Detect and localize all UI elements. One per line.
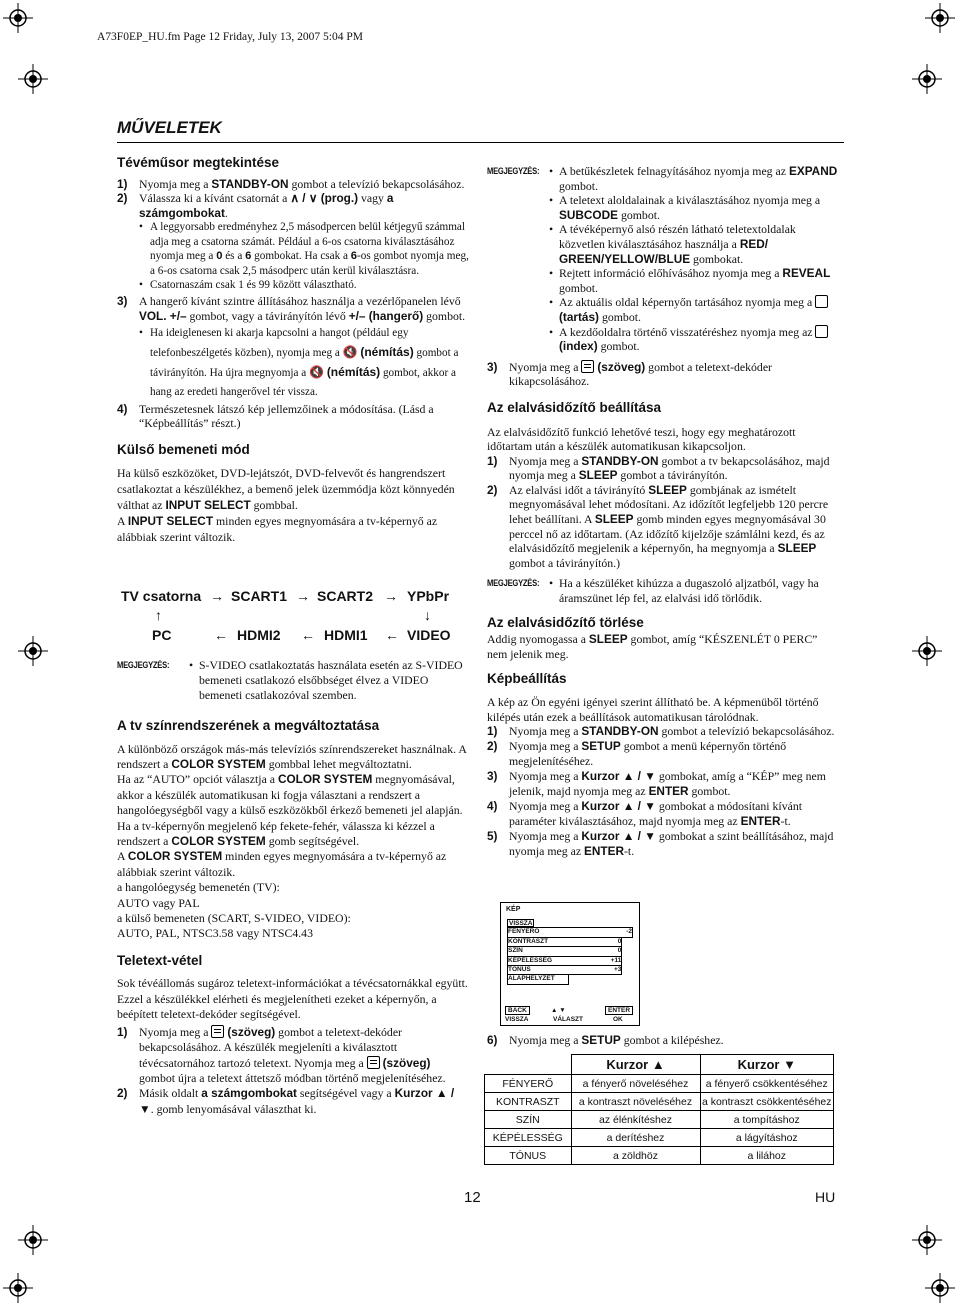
section-title: Az elalvásidőzítő törlése (487, 614, 644, 630)
flow-tv: TV csatorna (121, 588, 202, 604)
section-title: Tévéműsor megtekintése (117, 155, 280, 170)
flow-arrow-up-icon: ↑ (155, 607, 162, 623)
section-title: Az elalvásidőzítő beállítása (487, 399, 662, 415)
flow-pc: PC (152, 627, 172, 643)
hold-icon (815, 295, 828, 308)
table-header: Kurzor ▲ (571, 1055, 700, 1075)
flow-ypbpr: YPbPr (407, 588, 450, 604)
enter-key: ENTER (605, 1006, 633, 1015)
mute-icon: 🔇 (309, 364, 325, 379)
cursor-function-table (484, 1054, 834, 1165)
table-row: FÉNYERŐ a fényerő növeléséhez a fényerő csökkentéséhez (485, 1075, 834, 1093)
picture-menu-screen (500, 902, 640, 1026)
registration-mark-icon (925, 1273, 955, 1303)
registration-mark-icon (3, 1273, 33, 1303)
page-number: 12 (464, 1189, 481, 1206)
left-column-lower: MEGJEGYZÉS: • S-VIDEO csatlakoztatás használata esetén az S-VIDEO bemeneti csatlakozó elsőbbséget élvez a VIDEO bemeneti csatlakozóval szemben. A tv színrendszerének a megváltoztatása A különböző országok más-más televíziós színrendszereket használnak. A rendszert a COLOR SYSTEM gombbal lehet megváltoztatni. Ha az “AUTO” opciót választja a COLOR SYSTEM megnyomásával, akkor a készülék automatikusan ki fogja választani a rendszert a hangolóegységből vagy a külső eszközökből érkező bemeneti jel alapján. Ha a tv-képernyőn megjelenő kép fekete-fehér, válassza ki kézzel a rendszert a COLOR SYSTEM gomb segítségével. A COLOR SYSTEM minden egyes megnyomására a tv-képernyő az alábbiak szerint változik. a hangolóegység bemenetén (TV): AUTO vagy PAL a külső bemeneten (SCART, S-VIDEO, VIDEO): AUTO, PAL, NTSC3.58 vagy NTSC4.43 Teletext-vétel Sok tévéállomás sugároz teletext-információkat a tévécsatornákkal együtt. Ezzel a készülékkel elérheti és megjelenítheti ezeket a képernyőn, a beépített teletext-dekóder segítségével. 1) Nyomja meg a (szöveg) gombot a teletext-dekóder bekapcsolásához. A készülék megjeleníti a kiválasztott tévécsatornához tartozó teletext. Nyomja meg a (szöveg) gombot újra a teletext áttetsző módban történő megjelenítéséhez. 2) Másik oldalt a számgombokat segítségével vagy a Kurzor ▲ / ▼. gomb lenyomásával választhat ki. (117, 658, 469, 1117)
section-title: Képbeállítás (487, 671, 567, 687)
flow-arrow-down-icon: ↓ (424, 607, 431, 623)
registration-mark-icon (912, 1225, 942, 1255)
language-code: HU (815, 1189, 836, 1205)
text-icon (211, 1025, 224, 1038)
select-hint: VÁLASZT (553, 1016, 583, 1023)
flow-arrow-icon: → (296, 588, 310, 604)
back-key: BACK (505, 1006, 530, 1015)
table-row: TÓNUS a zöldhöz a lilához (485, 1147, 834, 1165)
menu-title: KÉP (506, 906, 521, 913)
flow-arrow-icon: ← (301, 627, 315, 643)
file-header: A73F0EP_HU.fm Page 12 Friday, July 13, 2007 5:04 PM (97, 31, 363, 43)
right-column: MEGJEGYZÉS: • A betűkészletek felnagyításához nyomja meg az EXPAND gombot. • A teletext aloldalainak a kiválasztásához nyomja meg a SUBCODE gombot. • A tévéképernyő alsó részén látható teletextoldalak közvetlen kiválasztásához használja a RED/ GREEN/YELLOW/BLUE gombokat. • Rejtett információ előhívásához nyomja meg a REVEAL gombot. • Az aktuális oldal képernyőn tartásához nyomja meg a (tartás) gombot. • A kezdőoldalra történő visszatéréshez nyomja meg az (index) gombot. 3) Nyomja meg a (szöveg) gombot a teletext-dekóder kikapcsolásához. Az elalvásidőzítő beállítása Az elalvásidőzítő funkció lehetővé teszi, hogy egy meghatározott időtartam után a készülék automatikusan kikapcsoljon. 1) Nyomja meg a STANDBY-ON gombot a tv bekapcsolásához, majd nyomja meg a SLEEP gombot a távirányítón. 2) Az elalvási időt a távirányító SLEEP gombjának az ismételt megnyomásával lehet módosítani. Az időzítőt legfeljebb 120 percre lehet beállítani. A SLEEP gomb minden egyes megnyomásával 30 perccel nő az időtartam. (Az időzítő kijelzője számlálni kezd, és az elalvásidőzítő megjelenik a képernyőn, ha megnyomja a SLEEP gombot a távirányítón.) MEGJEGYZÉS: • Ha a készüléket kihúzza a dugaszoló aljzatból, vagy ha áramszünet lép fel, az elalvási idő törlődik. Az elalvásidőzítő törlése Addig nyomogassa a SLEEP gombot, amíg “KÉSZENLÉT 0 PERC” nem jelenik meg. Képbeállítás A kép az Ön egyéni igényei szerint állítható be. A képmenüből történő kilépés után ezek a beállítások automatikusan tárolódnak. 1) Nyomja meg a STANDBY-ON gombot a televízió bekapcsolásához. 2) Nyomja meg a SETUP gombot a menü képernyőn történő megjelenítéséhez. 3) Nyomja meg a Kurzor ▲ / ▼ gombokat, amíg a “KÉP” meg nem jelenik, majd nyomja meg az ENTER gombot. 4) Nyomja meg a Kurzor ▲ / ▼ gombokat a módosítani kívánt paraméter kiválasztásához, majd nyomja meg az ENTER-t. 5) Nyomja meg a Kurzor ▲ / ▼ gombokat a szint beállításához, majd nyomja meg az ENTER-t. (487, 164, 840, 859)
flow-hdmi2: HDMI2 (237, 627, 281, 643)
text-icon (581, 360, 594, 373)
registration-mark-icon (18, 1225, 48, 1255)
section-title: Külső bemeneti mód (117, 441, 250, 457)
flow-scart1: SCART1 (231, 588, 288, 604)
select-arrows-icon: ▲ ▼ (551, 1007, 566, 1014)
note-label: MEGJEGYZÉS: (487, 578, 540, 590)
registration-mark-icon (912, 636, 942, 666)
flow-hdmi1: HDMI1 (324, 627, 368, 643)
table-header: Kurzor ▼ (700, 1055, 834, 1075)
flow-arrow-icon: ← (214, 627, 228, 643)
menu-list: VISSZA FÉNYERŐ -2 KONTRASZT 0 SZÍN 0 KÉPÉLESSÉG +11 TÓNUS +3 ALAPHELYZET (507, 919, 633, 985)
flow-video: VIDEO (407, 627, 451, 643)
text-icon (367, 1056, 380, 1069)
note-label: MEGJEGYZÉS: (117, 660, 170, 671)
flow-arrow-icon: ← (385, 627, 399, 643)
flow-arrow-icon: → (384, 588, 398, 604)
index-icon (815, 325, 828, 338)
left-column: Tévéműsor megtekintése 1) Nyomja meg a STANDBY-ON gombot a televízió bekapcsolásához. 2) Válassza ki a kívánt csatornát a ∧ / ∨ (prog.) vagy a számgombokat. • A leggyorsabb eredményhez 2,5 másodpercen belül kétjegyű számmal adja meg a csatorna számát. Például a 6-os csatorna kiválasztásához nyomja meg a 0 és a 6 gombokat. Ha csak a 6-os gombot nyomja meg, a 6-os csatorna csak 2,5 másodperc után kerül kiválasztásra. • Csatornaszám csak 1 és 99 között választható. 3) A hangerő kívánt szintre állításához használja a vezérlőpanelen lévő VOL. +/– gombot, vagy a távirányítón lévő +/– (hangerő) gombot. • Ha ideiglenesen ki akarja kapcsolni a hangot (például egy telefonbeszélgetés közben), nyomja meg a 🔇 (némítás) gombot a távirányítón. Ha újra megnyomja a 🔇 (némítás) gombot, akkor a hang az eredeti hangerővel tér vissza. 4) Természetesnek látszó kép jellemzőinek a módosítása. (Lásd a “Képbeállítás” részt.) Külső bemeneti mód Ha külső eszközöket, DVD-lejátszót, DVD-felvevőt és hangrendszert csatlakoztat a készülékhez, a bemenő jelek üzemmódja közt könnyedén válthat az INPUT SELECT gombbal. A INPUT SELECT minden egyes megnyomására a tv-képernyő az alábbiak szerint változik. (117, 156, 469, 545)
mute-icon: 🔇 (342, 344, 358, 359)
flow-scart2: SCART2 (317, 588, 374, 604)
note-label: MEGJEGYZÉS: (487, 166, 540, 177)
registration-mark-icon (18, 64, 48, 94)
section-title: A tv színrendszerének a megváltoztatása (117, 718, 380, 733)
ok-hint: OK (613, 1016, 623, 1023)
table-row: KÉPÉLESSÉG a derítéshez a lágyításhoz (485, 1129, 834, 1147)
registration-mark-icon (925, 3, 955, 33)
registration-mark-icon (3, 3, 33, 33)
step-6: 6) Nyomja meg a SETUP gombot a kilépéshez. (487, 1033, 724, 1047)
table-row: KONTRASZT a kontraszt növeléséhez a kontraszt csökkentéséhez (485, 1093, 834, 1111)
title-rule (117, 142, 844, 143)
back-hint: VISSZA (505, 1016, 529, 1023)
registration-mark-icon (912, 64, 942, 94)
table-row: SZÍN az élénkítéshez a tompításhoz (485, 1111, 834, 1129)
registration-mark-icon (18, 636, 48, 666)
section-title: Teletext-vétel (117, 952, 203, 968)
page-title: MŰVELETEK (117, 118, 222, 137)
flow-arrow-icon: → (210, 588, 224, 604)
